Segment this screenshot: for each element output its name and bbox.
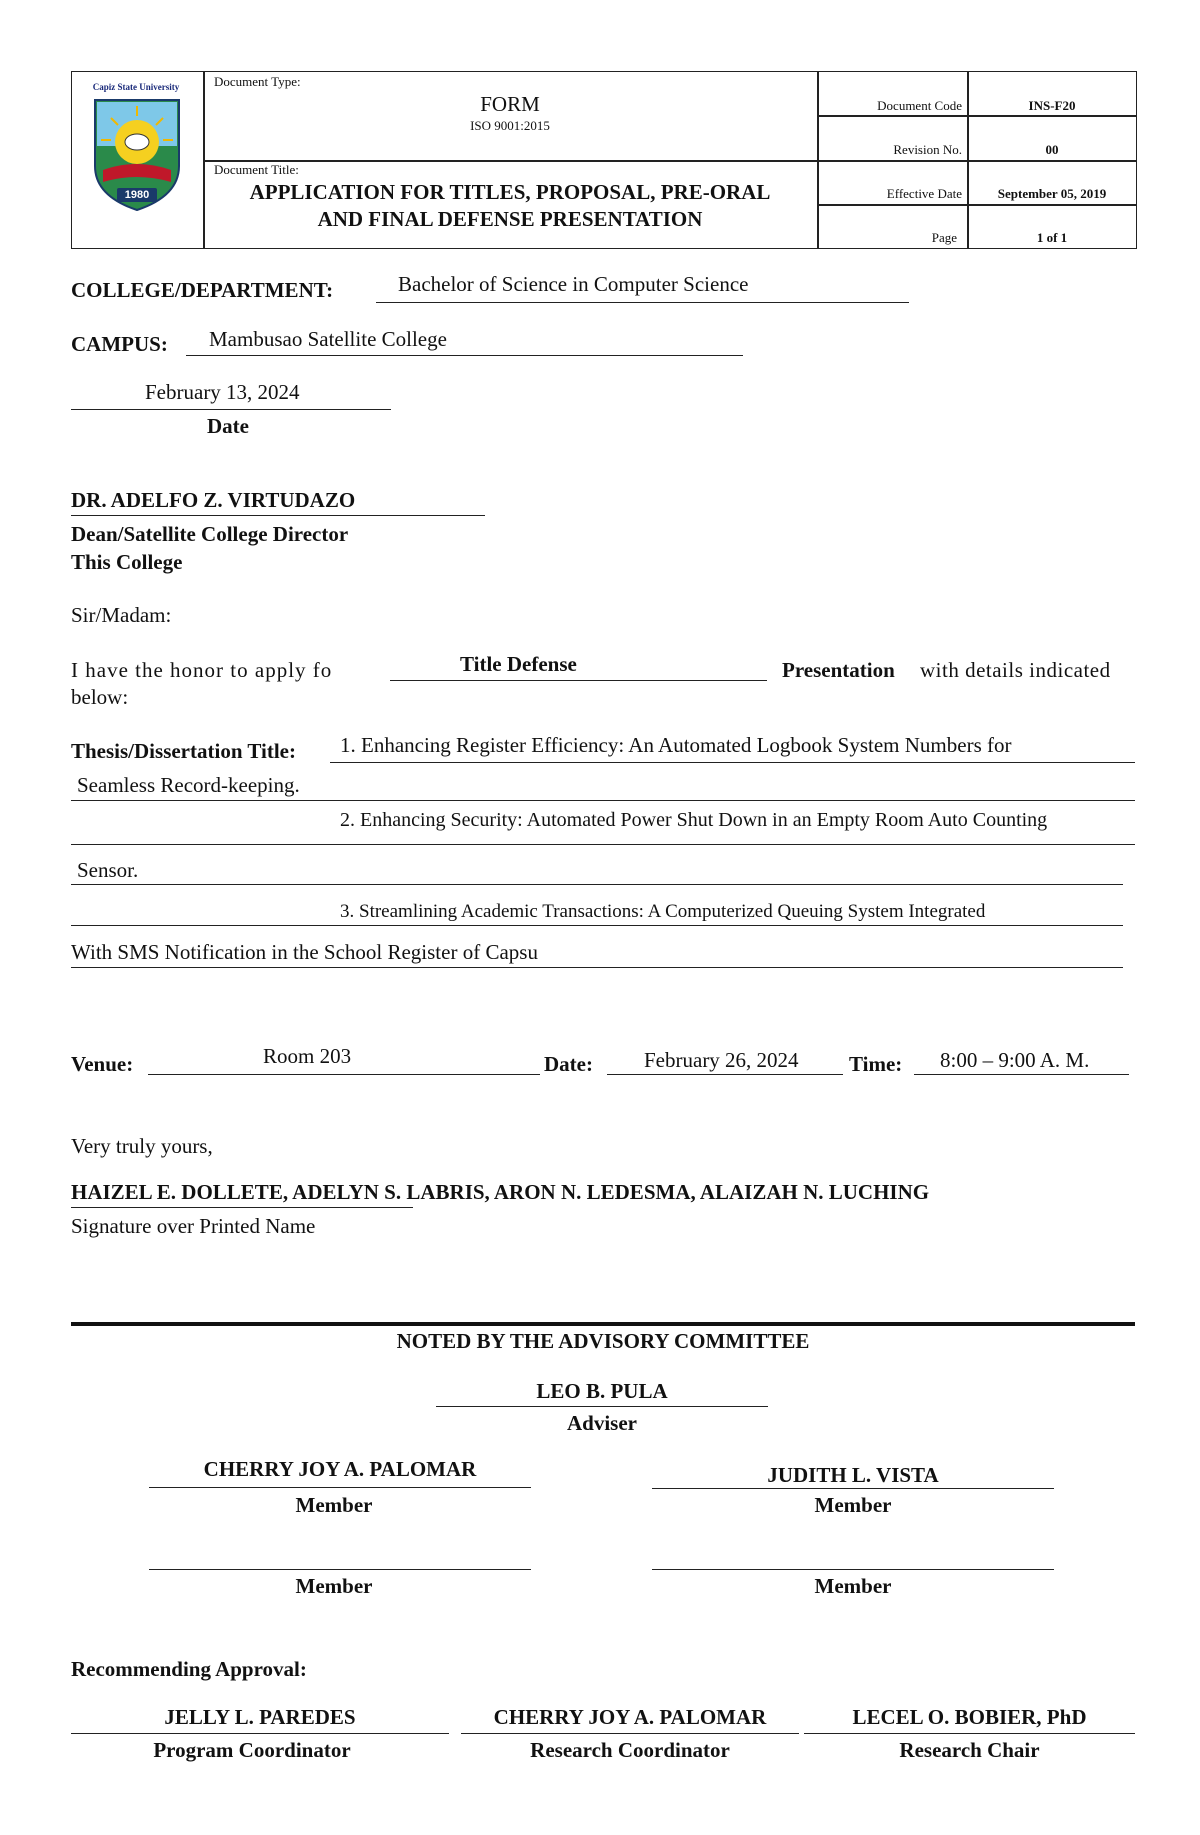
addressee-title: Dean/Satellite College Director (71, 522, 349, 546)
coord1-name: JELLY L. PAREDES (164, 1705, 356, 1729)
title2-line2: Sensor. (77, 858, 139, 882)
campus-value: Mambusao Satellite College (209, 327, 447, 351)
member2-role: Member (814, 1493, 892, 1517)
committee-heading: NOTED BY THE ADVISORY COMMITTEE (396, 1329, 810, 1353)
logo-year: 1980 (124, 189, 150, 201)
closing: Very truly yours, (71, 1134, 213, 1158)
apply-value: Title Defense (460, 652, 577, 676)
presentation-label: Presentation (782, 658, 895, 682)
thesis-label: Thesis/Dissertation Title: (71, 739, 296, 763)
coord1-role: Program Coordinator (153, 1738, 351, 1762)
title1-line2: Seamless Record-keeping. (77, 773, 300, 797)
signers: HAIZEL E. DOLLETE, ADELYN S. LABRIS, ARON N. LEDESMA, ALAIZAH N. LUCHING (71, 1180, 930, 1204)
coord3-role: Research Chair (899, 1738, 1040, 1762)
adviser-role: Adviser (567, 1411, 637, 1435)
venue-value: Room 203 (263, 1044, 352, 1068)
campus-label: CAMPUS: (71, 332, 168, 356)
iso-standard: ISO 9001:2015 (470, 118, 550, 133)
coord3-name: LECEL O. BOBIER, PhD (852, 1705, 1087, 1729)
doc-title-label: Document Title: (214, 162, 299, 177)
time-label: Time: (849, 1052, 903, 1076)
member3-role: Member (295, 1574, 373, 1598)
apply-text: I have the honor to apply fo (71, 658, 333, 682)
doc-title-line1: APPLICATION FOR TITLES, PROPOSAL, PRE-ORAL (249, 180, 771, 204)
college-value: Bachelor of Science in Computer Science (398, 272, 749, 296)
doc-code: INS-F20 (1028, 98, 1076, 113)
doc-code-label: Document Code (877, 98, 962, 113)
title3-line1: 3. Streamlining Academic Transactions: A Computerized Queuing System Integrated (340, 901, 986, 922)
logo-text: Capiz State University (92, 82, 180, 92)
doc-type-label: Document Type: (214, 74, 301, 89)
title1-line1: 1. Enhancing Register Efficiency: An Automated Logbook System Numbers for (340, 733, 1012, 757)
salutation: Sir/Madam: (71, 603, 172, 627)
member4-role: Member (814, 1574, 892, 1598)
venue-label: Venue: (71, 1052, 134, 1076)
apply-below: below: (71, 685, 129, 709)
date2-value: February 26, 2024 (644, 1048, 799, 1072)
revision-number: 00 (1045, 142, 1059, 157)
doc-title-line2: AND FINAL DEFENSE PRESENTATION (317, 207, 703, 231)
section-divider (71, 1322, 1135, 1326)
revision-label: Revision No. (893, 142, 962, 157)
document-header (71, 71, 1137, 249)
adviser-name: LEO B. PULA (536, 1379, 668, 1403)
page-number: 1 of 1 (1036, 230, 1068, 245)
coord2-name: CHERRY JOY A. PALOMAR (493, 1705, 767, 1729)
effective-date-label: Effective Date (886, 186, 962, 201)
page-label: Page (931, 230, 957, 245)
member2-name: JUDITH L. VISTA (767, 1463, 939, 1487)
apply-tail: with details indicated (920, 658, 1111, 682)
signature-label: Signature over Printed Name (71, 1214, 316, 1238)
date2-label: Date: (544, 1052, 593, 1076)
member1-role: Member (295, 1493, 373, 1517)
time-value: 8:00 – 9:00 A. M. (940, 1048, 1090, 1072)
doc-type: FORM (480, 92, 540, 116)
date-value: February 13, 2024 (145, 380, 300, 404)
effective-date: September 05, 2019 (997, 186, 1107, 201)
title3-line2: With SMS Notification in the School Register of Capsu (71, 940, 538, 964)
date-label: Date (207, 414, 249, 438)
addressee-name: DR. ADELFO Z. VIRTUDAZO (71, 488, 356, 512)
title2-line1: 2. Enhancing Security: Automated Power Shut Down in an Empty Room Auto Counting (340, 809, 1048, 831)
member1-name: CHERRY JOY A. PALOMAR (203, 1457, 477, 1481)
university-logo (82, 78, 192, 218)
college-label: COLLEGE/DEPARTMENT: (71, 278, 334, 302)
addressee-org: This College (71, 550, 183, 574)
coord2-role: Research Coordinator (530, 1738, 730, 1762)
recommending-label: Recommending Approval: (71, 1657, 307, 1681)
